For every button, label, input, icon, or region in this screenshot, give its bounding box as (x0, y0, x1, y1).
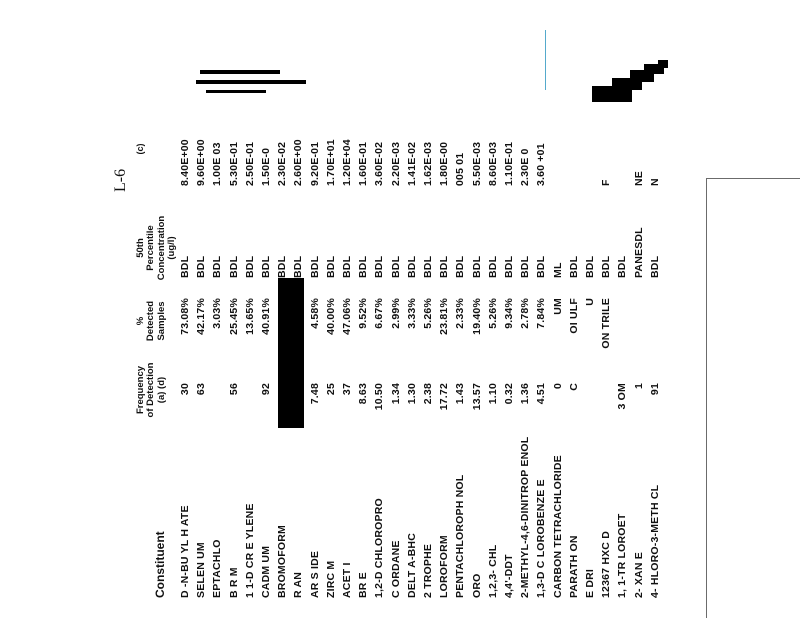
table-row (326, 88, 340, 618)
percentile-cell: BDL (179, 255, 191, 278)
criteria-cell: 1.62E-03 (422, 141, 434, 186)
frequency-cell: 13.57 (470, 383, 483, 411)
frequency-cell: 3 OM (616, 383, 629, 410)
constituent-cell: ZIRC M (324, 560, 337, 598)
rotated-data-table (136, 88, 674, 618)
percent-cell: 9.34% (503, 298, 515, 329)
table-row (423, 88, 437, 618)
constituent-cell: 1,2-D CHLOROPRO (373, 498, 386, 598)
percentile-cell: BDL (211, 255, 224, 278)
frequency-cell: C (567, 383, 580, 391)
table-row (488, 88, 502, 618)
frequency-cell: 8.63 (357, 383, 370, 405)
constituent-cell: E DRI (584, 568, 596, 598)
table-row (245, 88, 259, 618)
constituent-cell: CADM UM (260, 545, 272, 598)
percentile-cell: ML (551, 262, 564, 278)
percent-cell: 9.52% (357, 298, 370, 329)
percentile-cell: BDL (276, 255, 289, 278)
frequency-cell: 63 (195, 383, 208, 396)
redaction-block (278, 278, 304, 428)
header-frequency: Frequency of Detection (a) (d) (135, 362, 167, 418)
criteria-cell: 3.60E-02 (373, 141, 386, 186)
percent-cell: 3.33% (405, 298, 418, 329)
criteria-cell: 3.60 +01 (535, 143, 548, 186)
percent-cell: 6.67% (373, 298, 386, 329)
constituent-cell: 1,2,3- CHL (486, 544, 499, 598)
table-row (504, 88, 518, 618)
frequency-cell: 25 (324, 383, 337, 396)
constituent-cell: 1, 1-TR LOROET (616, 513, 629, 598)
percentile-cell: PANESDL (632, 227, 645, 278)
criteria-cell: 2.30E-02 (276, 141, 289, 186)
percentile-cell: BDL (227, 255, 240, 278)
percentile-cell: BDL (357, 255, 370, 278)
constituent-cell: BR E (357, 572, 370, 598)
percent-cell: 40.91% (260, 298, 272, 335)
percent-cell: 73.08% (179, 298, 191, 335)
constituent-cell: CARBON TETRACHLORIDE (551, 455, 564, 598)
table-row (634, 88, 648, 618)
table-row (229, 88, 243, 618)
table-row (520, 88, 534, 618)
frequency-cell: 1.43 (454, 383, 467, 405)
percent-cell: 19.40% (470, 298, 483, 335)
criteria-cell: 2.50E-01 (243, 141, 256, 186)
percentile-cell: BDL (486, 255, 499, 278)
criteria-cell: 1.80E-00 (438, 141, 451, 186)
redaction-mark (196, 80, 306, 84)
header-constituent: Constituent (153, 531, 167, 598)
constituent-cell: 2-METHYL-4,6-DINITROP ENOL (519, 436, 532, 598)
table-row (472, 88, 486, 618)
table-row (553, 88, 567, 618)
frequency-cell: 4.51 (535, 383, 548, 405)
constituent-cell: DELT A-BHC (405, 533, 418, 598)
percent-cell: UM (551, 298, 564, 315)
percentile-cell: BDL (519, 255, 532, 278)
frequency-cell: 1.34 (389, 383, 402, 405)
criteria-cell: 8.40E+00 (179, 139, 191, 186)
criteria-cell: 5.30E-01 (227, 141, 240, 186)
header-percent-detected: % Detected Samples (135, 300, 167, 342)
criteria-cell: NE (632, 171, 645, 186)
percentile-cell: BDL (292, 255, 305, 278)
criteria-cell: 9.20E-01 (308, 141, 321, 186)
constituent-cell: 2- XAN E (632, 552, 645, 598)
percent-cell: 7.84% (535, 298, 548, 329)
constituent-cell: LOROFORM (438, 535, 451, 598)
percent-cell: 13.65% (243, 298, 256, 335)
percentile-cell: BDL (308, 255, 321, 278)
redaction-mark (658, 60, 668, 68)
percentile-cell: BDL (373, 255, 386, 278)
criteria-cell: F (600, 179, 613, 186)
criteria-cell: 2.20E-03 (389, 141, 402, 186)
percent-cell: 5.26% (486, 298, 499, 329)
table-row (650, 88, 664, 618)
percentile-cell: BDL (584, 255, 596, 278)
constituent-cell: ORO (470, 573, 483, 598)
frequency-cell: 91 (648, 383, 661, 396)
frequency-cell: 0.32 (503, 383, 515, 405)
table-row (601, 88, 615, 618)
percent-cell: 25.45% (227, 298, 240, 335)
criteria-cell: 1.70E+01 (324, 139, 337, 186)
percentile-cell: BDL (616, 255, 629, 278)
scan-line (545, 30, 546, 90)
table-row (310, 88, 324, 618)
header-50th-percentile: 50th Percentile Concentration (ug/l) (135, 215, 178, 281)
constituent-cell: 4,4'-DDT (503, 554, 515, 598)
constituent-cell: EPTACHLO (211, 539, 224, 598)
scan-line (706, 178, 800, 179)
constituent-cell: SELEN UM (195, 542, 208, 598)
constituent-cell: 4- HLORO-3-METH CL (648, 484, 661, 598)
constituent-cell: 1,3-D C LOROBENZE E (535, 479, 548, 598)
table-row (180, 88, 194, 618)
page-label: L-6 (112, 168, 129, 192)
percent-cell: 4.58% (308, 298, 321, 329)
percentile-cell: BDL (405, 255, 418, 278)
percentile-cell: BDL (324, 255, 337, 278)
percentile-cell: BDL (438, 255, 451, 278)
percent-cell: 40.00% (324, 298, 337, 335)
frequency-cell: 17.72 (438, 383, 451, 411)
constituent-cell: 2 TROPHE (422, 543, 434, 598)
constituent-cell: 1 1-D CR E YLENE (243, 503, 256, 598)
frequency-cell: 10.50 (373, 383, 386, 411)
criteria-cell: 2.60E+00 (292, 139, 305, 186)
constituent-cell: BROMOFORM (276, 525, 289, 598)
frequency-cell: 2.38 (422, 383, 434, 405)
percent-cell: ON TRILE (600, 298, 613, 349)
percent-cell: 23.81% (438, 298, 451, 335)
table-row (391, 88, 405, 618)
table-row (585, 88, 599, 618)
percentile-cell: BDL (535, 255, 548, 278)
criteria-cell: N (648, 178, 661, 186)
table-row (536, 88, 550, 618)
percentile-cell: BDL (195, 255, 208, 278)
percent-cell: U (584, 298, 596, 306)
percentile-cell: BDL (503, 255, 515, 278)
constituent-cell: PENTACHLOROPH NOL (454, 474, 467, 598)
percent-cell: 2.33% (454, 298, 467, 329)
percentile-cell: BDL (454, 255, 467, 278)
percentile-cell: BDL (600, 255, 613, 278)
percentile-cell: BDL (470, 255, 483, 278)
frequency-cell: 30 (179, 383, 191, 396)
criteria-cell: 1.00E 03 (211, 142, 224, 186)
criteria-cell: 5.50E-03 (470, 141, 483, 186)
table-row (212, 88, 226, 618)
frequency-cell: 0 (551, 383, 564, 390)
percent-cell: 3.03% (211, 298, 224, 329)
percent-cell: 2.99% (389, 298, 402, 329)
frequency-cell: 92 (260, 383, 272, 396)
percent-cell: 2.78% (519, 298, 532, 329)
percentile-cell: BDL (567, 255, 580, 278)
header-criteria: (c) (135, 143, 145, 155)
percentile-cell: BDL (648, 255, 661, 278)
frequency-cell: 7.48 (308, 383, 321, 405)
criteria-cell: 1.50E-0 (260, 147, 272, 186)
criteria-cell: 9.60E+00 (195, 139, 208, 186)
criteria-cell: 1.20E+04 (341, 139, 353, 186)
percentile-cell: BDL (260, 255, 272, 278)
percent-cell: 42.17% (195, 298, 208, 335)
frequency-cell: 1.10 (486, 383, 499, 405)
criteria-cell: 1.10E-01 (503, 141, 515, 186)
constituent-cell: 12367 HXC D (600, 531, 613, 598)
constituent-cell: D -N-BU YL H ATE (179, 505, 191, 598)
criteria-cell: 1.41E-02 (405, 141, 418, 186)
table-row (569, 88, 583, 618)
constituent-cell: C ORDANE (389, 540, 402, 598)
percentile-cell: BDL (341, 255, 353, 278)
table-row (261, 88, 275, 618)
constituent-cell: ACET I (341, 562, 353, 598)
frequency-cell: 1.30 (405, 383, 418, 405)
criteria-cell: 005 01 (454, 152, 467, 186)
table-row (439, 88, 453, 618)
criteria-cell: 2.30E 0 (519, 148, 532, 186)
scan-line (706, 178, 707, 618)
table-row (342, 88, 356, 618)
constituent-cell: AR S IDE (308, 550, 321, 598)
table-row (196, 88, 210, 618)
frequency-cell: 56 (227, 383, 240, 396)
criteria-cell: 1.60E-01 (357, 141, 370, 186)
table-row (407, 88, 421, 618)
table-row (617, 88, 631, 618)
table-row (374, 88, 388, 618)
constituent-cell: R AN (292, 571, 305, 598)
frequency-cell: 1 (632, 383, 645, 390)
criteria-cell: 8.60E-03 (486, 141, 499, 186)
percent-cell: OI ULF (567, 298, 580, 334)
percentile-cell: BDL (243, 255, 256, 278)
frequency-cell: 37 (341, 383, 353, 396)
constituent-cell: B R M (227, 567, 240, 598)
table-row (455, 88, 469, 618)
redaction-mark (200, 70, 280, 74)
constituent-cell: PARATH ON (567, 535, 580, 598)
percentile-cell: BDL (389, 255, 402, 278)
percent-cell: 47.06% (341, 298, 353, 335)
frequency-cell: 1.36 (519, 383, 532, 405)
table-row (358, 88, 372, 618)
percentile-cell: BDL (422, 255, 434, 278)
percent-cell: 5.26% (422, 298, 434, 329)
